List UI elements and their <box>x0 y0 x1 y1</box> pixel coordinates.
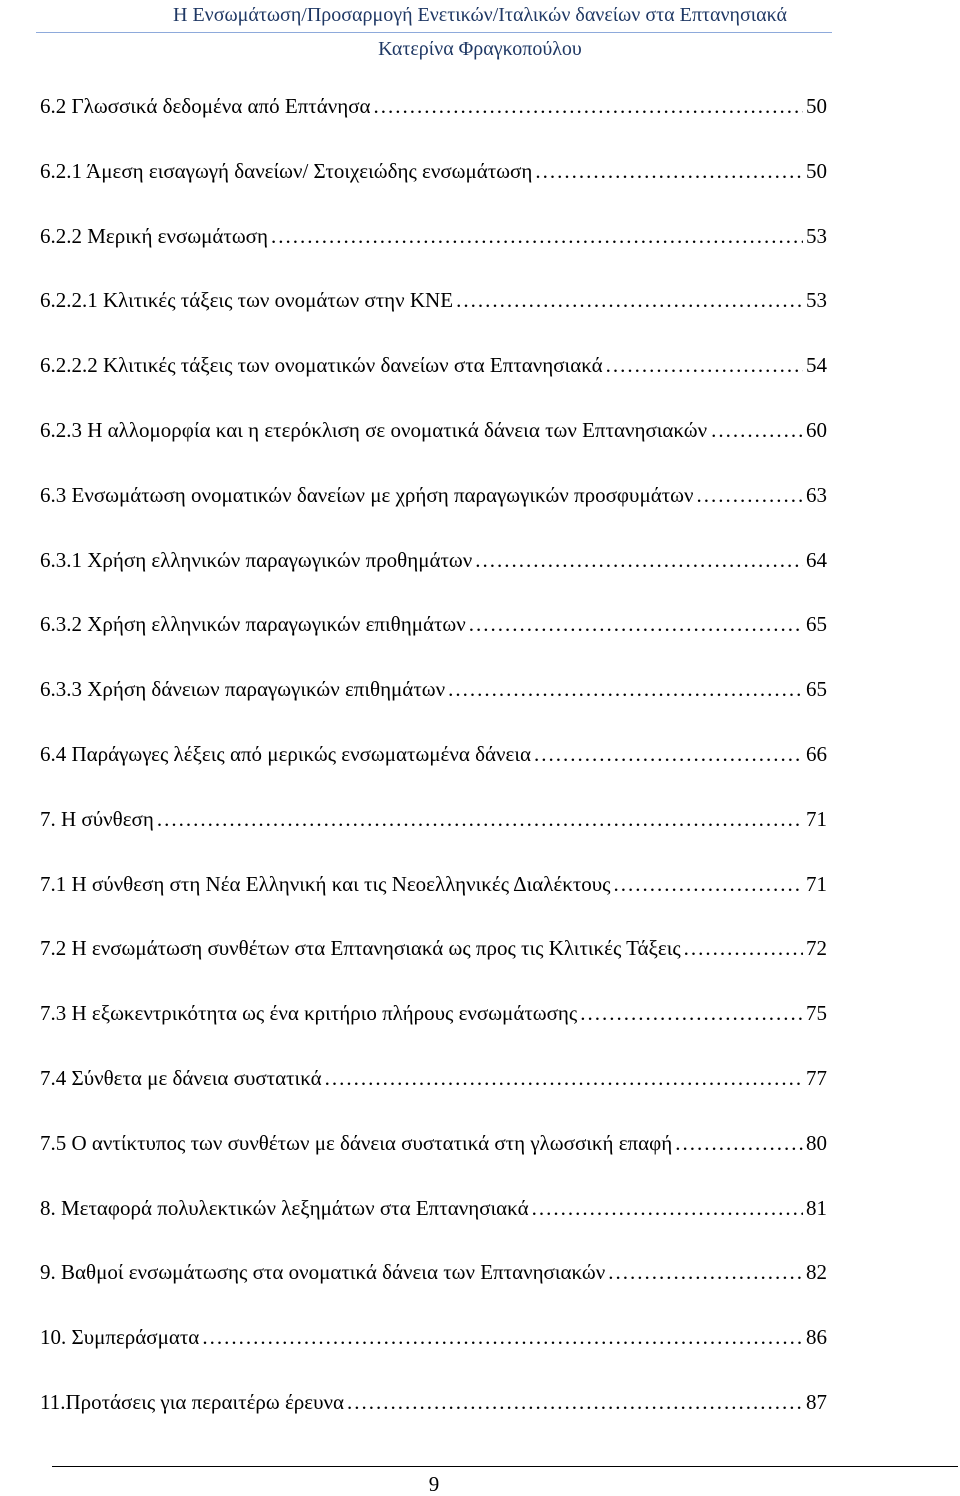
toc-entry-title: 6.2.3 Η αλλομορφία και η ετερόκλιση σε ονοματικά δάνεια των Επτανησιακών <box>40 417 708 442</box>
toc-entry-title: 6.2 Γλωσσικά δεδομένα από Επτάνησα <box>40 94 371 118</box>
toc-entry-title: 7.1 Η σύνθεση στη Νέα Ελληνική και τις Νεοελληνικές Διαλέκτους <box>40 871 611 896</box>
toc-dot-leader <box>532 1188 803 1228</box>
toc-entry[interactable] <box>40 1123 827 1188</box>
toc-entry[interactable] <box>40 475 827 540</box>
toc-entry[interactable] <box>40 799 827 864</box>
toc-entry-page: 65 <box>806 677 827 702</box>
toc-entry-title: 6.3 Ενσωμάτωση ονοματικών δανείων με χρήση παραγωγικών προσφυμάτων <box>40 482 694 507</box>
toc-entry-page: 50 <box>806 94 827 118</box>
toc-entry-title: 7.2 Η ενσωμάτωση συνθέτων στα Επτανησιακά ως προς τις Κλιτικές Τάξεις <box>40 936 681 961</box>
toc-entry[interactable] <box>40 1382 827 1447</box>
toc-entry-title: 6.2.2.2 Κλιτικές τάξεις των ονοματικών δανείων στα Επτανησιακά <box>40 353 603 378</box>
toc-entry-page: 63 <box>806 482 827 507</box>
toc-dot-leader <box>675 1123 803 1163</box>
toc-dot-leader <box>580 993 803 1033</box>
toc-entry-title: 7. Η σύνθεση <box>40 806 154 831</box>
header-divider <box>36 32 832 33</box>
toc-entry[interactable] <box>40 1058 827 1123</box>
toc-entry-title: 6.4 Παράγωγες λέξεις από μερικώς ενσωματωμένα δάνεια <box>40 741 531 766</box>
toc-entry-page: 81 <box>806 1195 827 1220</box>
toc-entry-page: 87 <box>806 1389 827 1414</box>
toc-entry-title: 6.2.1 Άμεση εισαγωγή δανείων/ Στοιχειώδης ενσωμάτωση <box>40 158 533 183</box>
toc-dot-leader <box>347 1382 803 1422</box>
toc-entry[interactable] <box>40 410 827 475</box>
toc-entry-page: 72 <box>806 936 827 961</box>
toc-entry[interactable] <box>40 1252 827 1317</box>
toc-entry[interactable] <box>40 604 827 669</box>
page-header <box>0 0 960 70</box>
toc-entry-title: 7.4 Σύνθετα με δάνεια συστατικά <box>40 1065 322 1090</box>
toc-dot-leader <box>608 1252 803 1292</box>
toc-entry-title: 6.2.2.1 Κλιτικές τάξεις των ονομάτων στην ΚΝΕ <box>40 288 454 313</box>
toc-entry-title: 7.5 Ο αντίκτυπος των συνθέτων με δάνεια συστατικά στη γλωσσική επαφή <box>40 1130 673 1155</box>
toc-entry[interactable] <box>40 280 827 345</box>
toc-dot-leader <box>456 280 803 320</box>
toc-dot-leader <box>534 734 803 774</box>
toc-entry[interactable] <box>40 928 827 993</box>
toc-entry[interactable] <box>40 1317 827 1382</box>
toc-entry-page: 77 <box>806 1065 827 1090</box>
toc-dot-leader <box>157 799 803 839</box>
toc-entry-title: 7.3 Η εξωκεντρικότητα ως ένα κριτήριο πλήρους ενσωμάτωσης <box>40 1001 578 1026</box>
toc-entry-page: 54 <box>806 353 827 378</box>
toc-entry[interactable] <box>40 734 827 799</box>
table-of-contents <box>40 86 827 1447</box>
footer-page-number: 9 <box>428 1472 440 1496</box>
toc-entry-page: 80 <box>806 1130 827 1155</box>
toc-entry[interactable] <box>40 345 827 410</box>
toc-entry[interactable] <box>40 669 827 734</box>
toc-entry-page: 71 <box>806 871 827 896</box>
header-title: Η Ενσωμάτωση/Προσαρμογή Ενετικών/Ιταλικών δανείων στα Επτανησιακά <box>173 4 787 26</box>
toc-dot-leader <box>606 345 803 385</box>
toc-entry-page: 86 <box>806 1325 827 1350</box>
toc-entry-page: 53 <box>806 223 827 248</box>
toc-entry[interactable] <box>40 151 827 216</box>
toc-entry-title: 6.2.2 Μερική ενσωμάτωση <box>40 223 268 248</box>
toc-entry-page: 60 <box>806 417 827 442</box>
toc-entry-page: 75 <box>806 1001 827 1026</box>
toc-dot-leader <box>711 410 802 450</box>
toc-entry-page: 53 <box>806 288 827 313</box>
toc-entry[interactable] <box>40 86 827 151</box>
toc-dot-leader <box>325 1058 803 1098</box>
toc-dot-leader <box>475 540 803 580</box>
toc-entry[interactable] <box>40 216 827 281</box>
toc-dot-leader <box>614 864 804 904</box>
toc-dot-leader <box>271 216 803 256</box>
header-author: Κατερίνα Φραγκοπούλου <box>378 38 582 60</box>
toc-entry[interactable] <box>40 1188 827 1253</box>
toc-entry-title: 10. Συμπεράσματα <box>40 1325 200 1350</box>
toc-entry-title: 8. Μεταφορά πολυλεκτικών λεξημάτων στα Επτανησιακά <box>40 1195 529 1220</box>
toc-entry[interactable] <box>40 540 827 605</box>
footer-divider <box>52 1466 958 1467</box>
toc-dot-leader <box>202 1317 803 1357</box>
toc-entry-title: 6.3.1 Χρήση ελληνικών παραγωγικών προθημάτων <box>40 547 473 572</box>
toc-entry-page: 64 <box>806 547 827 572</box>
toc-dot-leader <box>535 151 803 191</box>
toc-entry-page: 50 <box>806 158 827 183</box>
toc-dot-leader <box>448 669 803 709</box>
toc-entry-title: 9. Βαθμοί ενσωμάτωσης στα ονοματικά δάνεια των Επτανησιακών <box>40 1260 606 1285</box>
toc-entry-title: 6.3.2 Χρήση ελληνικών παραγωγικών επιθημάτων <box>40 612 466 637</box>
toc-entry-title: 11.Προτάσεις για περαιτέρω έρευνα <box>40 1389 344 1414</box>
toc-entry-title: 6.3.3 Χρήση δάνειων παραγωγικών επιθημάτων <box>40 677 446 702</box>
toc-dot-leader <box>696 475 803 515</box>
toc-entry-page: 65 <box>806 612 827 637</box>
toc-dot-leader <box>374 86 803 126</box>
toc-entry[interactable] <box>40 864 827 929</box>
toc-dot-leader <box>469 604 803 644</box>
toc-entry[interactable] <box>40 993 827 1058</box>
toc-entry-page: 66 <box>806 741 827 766</box>
toc-entry-page: 71 <box>806 806 827 831</box>
toc-dot-leader <box>684 928 803 968</box>
toc-entry-page: 82 <box>806 1260 827 1285</box>
